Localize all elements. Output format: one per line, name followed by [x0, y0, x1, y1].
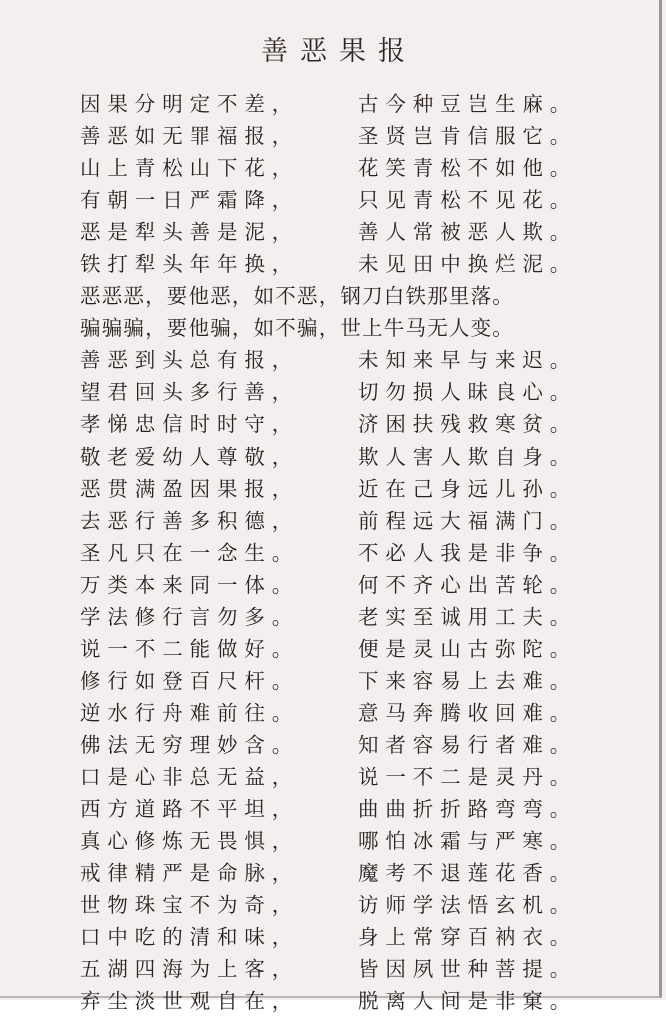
poem-line-second-half: 圣贤岂肯信服它。 [358, 124, 578, 149]
poem-line-second-half: 只见青松不见花。 [358, 188, 578, 213]
poem-body [80, 88, 620, 1017]
poem-line-first-half: 铁打犁头年年换， [80, 252, 300, 277]
poem-line-first-half: 善恶如无罪福报， [80, 124, 300, 149]
poem-line-second-half: 意马奔腾收回难。 [358, 700, 578, 725]
poem-line-first-half: 去恶行善多积德， [80, 508, 300, 533]
poem-line [80, 376, 620, 408]
poem-line-first-half: 恶贯满盈因果报， [80, 476, 300, 501]
poem-line [80, 473, 620, 505]
poem-line-first-half: 五湖四海为上客， [80, 957, 300, 982]
poem-line [80, 985, 620, 1017]
poem-line [80, 569, 620, 601]
poem-line-first-half: 有朝一日严霜降， [80, 188, 300, 213]
poem-line-first-half: 西方道路不平坦， [80, 797, 300, 822]
poem-line [80, 601, 620, 633]
poem-line [80, 505, 620, 537]
poem-line-full-text: 骗骗骗，要他骗，如不骗，世上牛马无人变。 [80, 316, 514, 341]
poem-line-second-half: 善人常被恶人欺。 [358, 220, 578, 245]
poem-line [80, 216, 620, 248]
poem-line-full [80, 280, 620, 312]
poem-line [80, 344, 620, 376]
poem-line-first-half: 修行如登百尺杆。 [80, 668, 300, 693]
poem-line-second-half: 便是灵山古弥陀。 [358, 636, 578, 661]
poem-line-first-half: 世物珠宝不为奇， [80, 893, 300, 918]
poem-line-first-half: 望君回头多行善， [80, 380, 300, 405]
poem-line-second-half: 古今种豆岂生麻。 [358, 92, 578, 116]
poem-line-second-half: 近在己身远儿孙。 [358, 476, 578, 501]
poem-line-first-half: 口是心非总无益， [80, 764, 300, 789]
poem-line [80, 857, 620, 889]
poem-line-second-half: 说一不二是灵丹。 [358, 764, 578, 789]
poem-line [80, 120, 620, 152]
poem-line-first-half: 恶是犁头善是泥， [80, 220, 300, 245]
poem-line [80, 729, 620, 761]
poem-line-first-half: 口中吃的清和味， [80, 925, 300, 950]
poem-line [80, 633, 620, 665]
poem-line [80, 921, 620, 953]
poem-line-first-half: 佛法无穷理妙含。 [80, 732, 300, 757]
poem-line-second-half: 未见田中换烂泥。 [358, 252, 578, 277]
poem-line-first-half: 万类本来同一体。 [80, 572, 300, 597]
poem-line [80, 441, 620, 473]
poem-line [80, 88, 620, 120]
poem-line [80, 408, 620, 440]
poem-line [80, 184, 620, 216]
poem-line-second-half: 前程远大福满门。 [358, 508, 578, 533]
poem-line-second-half: 魔考不退莲花香。 [358, 861, 578, 886]
poem-line-second-half: 老实至诚用工夫。 [358, 604, 578, 629]
poem-line [80, 793, 620, 825]
poem-line [80, 761, 620, 793]
poem-line-second-half: 欺人害人欺自身。 [358, 444, 578, 469]
poem-line-second-half: 不必人我是非争。 [358, 540, 578, 565]
poem-line-second-half: 哪怕冰霜与严寒。 [358, 829, 578, 854]
poem-line [80, 825, 620, 857]
document-title: 善恶果报 [261, 36, 417, 67]
poem-line-second-half: 未知来早与来迟。 [358, 348, 578, 373]
poem-line-first-half: 说一不二能做好。 [80, 636, 300, 661]
poem-line-first-half: 逆水行舟难前往。 [80, 700, 300, 725]
poem-line [80, 665, 620, 697]
poem-line-first-half: 真心修炼无畏惧， [80, 829, 300, 854]
poem-line-first-half: 弃尘淡世观自在， [80, 989, 300, 1014]
poem-line-second-half: 花笑青松不如他。 [358, 156, 578, 181]
poem-line-first-half: 戒律精严是命脉， [80, 861, 300, 886]
poem-line-second-half: 曲曲折折路弯弯。 [358, 797, 578, 822]
poem-line [80, 537, 620, 569]
poem-line-second-half: 脱离人间是非窠。 [358, 989, 578, 1014]
poem-line-second-half: 身上常穿百衲衣。 [358, 925, 578, 950]
poem-line [80, 697, 620, 729]
poem-line [80, 152, 620, 184]
poem-line [80, 953, 620, 985]
poem-line [80, 248, 620, 280]
poem-line-second-half: 访师学法悟玄机。 [358, 893, 578, 918]
poem-line [80, 889, 620, 921]
poem-line-second-half: 下来容易上去难。 [358, 668, 578, 693]
poem-line-full-text: 恶恶恶，要他恶，如不恶，钢刀白铁那里落。 [80, 284, 514, 309]
poem-line-full [80, 312, 620, 344]
poem-line-second-half: 何不齐心出苦轮。 [358, 572, 578, 597]
poem-line-first-half: 圣凡只在一念生。 [80, 540, 300, 565]
poem-line-first-half: 敬老爱幼人尊敬， [80, 444, 300, 469]
poem-line-first-half: 山上青松山下花， [80, 156, 300, 181]
poem-line-second-half: 知者容易行者难。 [358, 732, 578, 757]
poem-line-first-half: 学法修行言勿多。 [80, 604, 300, 629]
poem-line-second-half: 切勿损人昧良心。 [358, 380, 578, 405]
poem-line-first-half: 善恶到头总有报， [80, 348, 300, 373]
poem-line-second-half: 济困扶残救寒贫。 [358, 412, 578, 437]
poem-line-second-half: 皆因夙世种菩提。 [358, 957, 578, 982]
poem-line-first-half: 因果分明定不差， [80, 92, 300, 116]
poem-line-first-half: 孝悌忠信时时守， [80, 412, 300, 437]
